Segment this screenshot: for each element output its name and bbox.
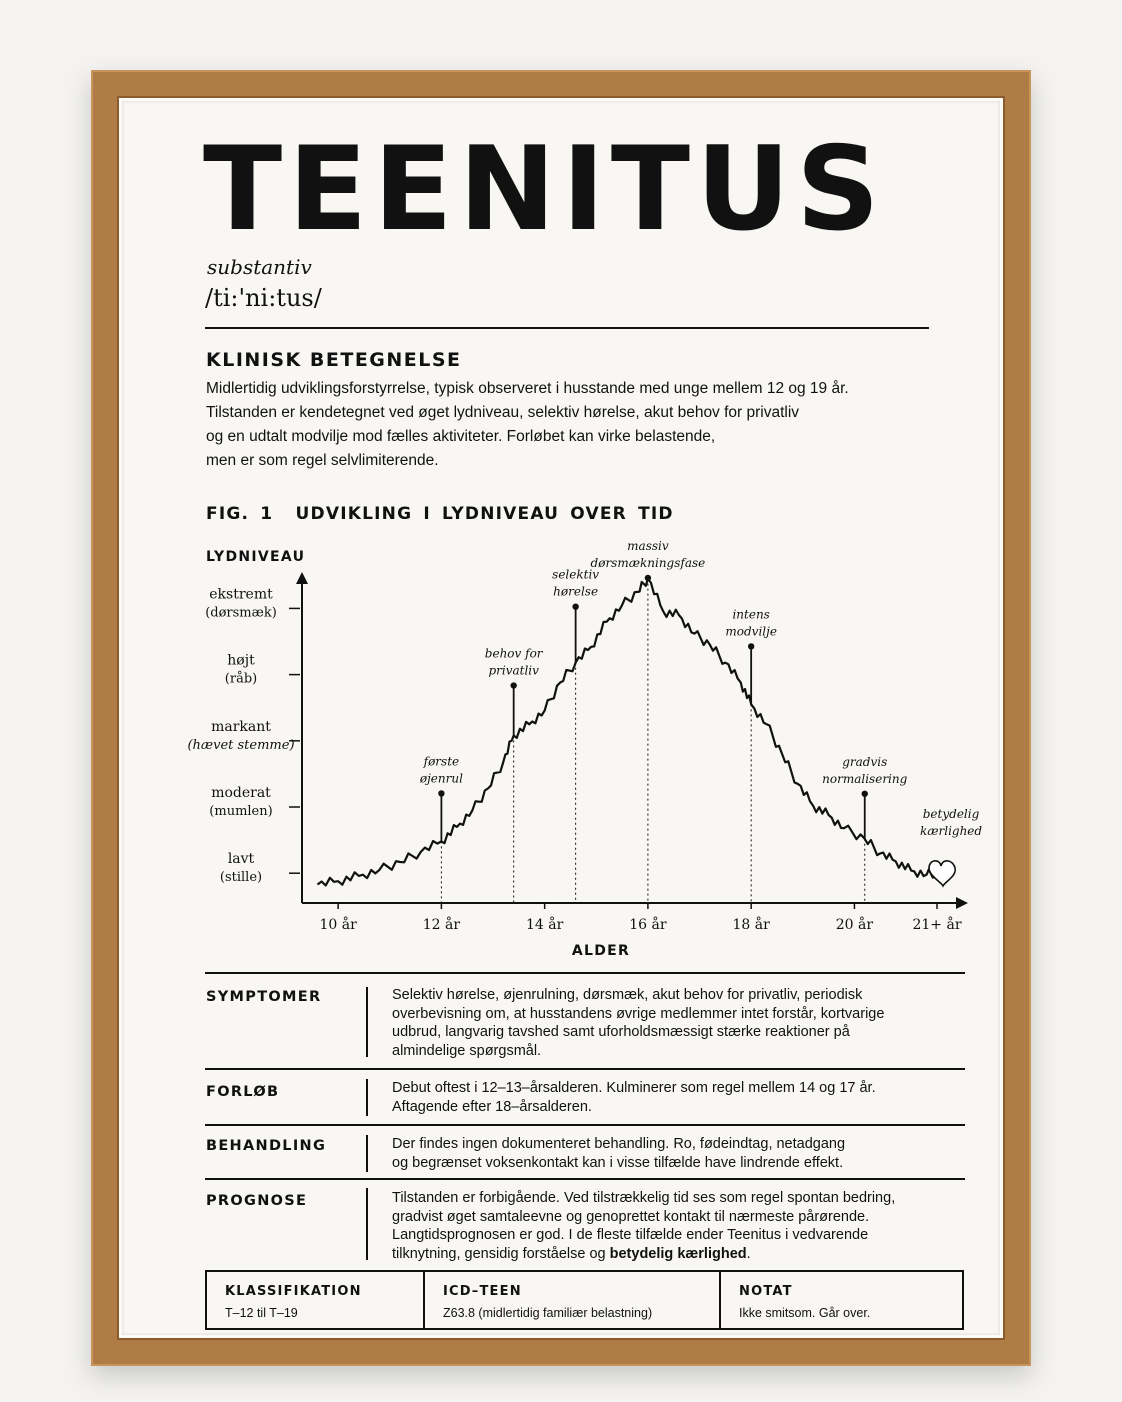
annotation-dot <box>572 603 578 609</box>
text-line: og begrænset voksenkontakt kan i visse tilfælde have lindrende effekt. <box>392 1154 844 1171</box>
text-line: overbevisning om, at husstandens øvrige medlemmer intet forstår, kortvarige <box>392 1005 885 1022</box>
symptoms-text <box>392 986 964 1060</box>
emphasis-love: betydelig kærlighed <box>609 1245 747 1262</box>
y-tick-label: lavt <box>227 851 255 868</box>
part-of-speech: substantiv <box>207 255 312 279</box>
annotation-label: øjenrul <box>419 771 463 786</box>
x-tick-label: 21+ år <box>912 917 962 933</box>
annotation-label: kærlighed <box>919 824 983 838</box>
x-tick-label: 16 år <box>629 917 667 933</box>
classification-box <box>205 1270 964 1330</box>
annotation-dot <box>438 790 444 796</box>
x-tick-label: 10 år <box>319 917 357 933</box>
text-line: Langtidsprognosen er god. I de fleste tilfælde ender Teenitus i vedvarende <box>392 1227 869 1243</box>
annotation-label: dørsmækningsfase <box>590 556 706 570</box>
annotation-label: modvilje <box>725 624 777 639</box>
text-line <box>392 1245 964 1264</box>
classification-value: T–12 til T–19 <box>225 1306 298 1320</box>
annotation-label: massiv <box>627 539 669 553</box>
text-line: Selektiv hørelse, øjenrulning, dørsmæk, akut behov for privatliv, periodisk <box>392 987 863 1003</box>
annotation-label: betydelig <box>922 807 980 821</box>
y-tick-sublabel: (hævet stemme) <box>187 737 295 753</box>
annotation-label: intens <box>732 607 770 622</box>
x-tick-label: 18 år <box>732 917 770 933</box>
annotation-label: behov for <box>484 646 543 661</box>
note-heading: NOTAT <box>739 1284 793 1299</box>
annotation-label: privatliv <box>488 663 539 678</box>
column-divider <box>366 987 368 1057</box>
note-value: Ikke smitsom. Går over. <box>739 1306 871 1320</box>
x-axis-title: ALDER <box>571 943 631 959</box>
definition-line: Midlertidig udviklingsforstyrrelse, typisk observeret i husstande med unge mellem 12 og 19 år. <box>206 380 849 397</box>
text-line: almindelige spørgsmål. <box>392 1042 542 1059</box>
table-rule <box>205 1124 965 1126</box>
course-heading: FORLØB <box>206 1084 280 1100</box>
text-line: Aftagende efter 18–årsalderen. <box>392 1098 592 1115</box>
column-divider <box>366 1188 368 1260</box>
noise-level-line <box>318 579 938 886</box>
definition-line: Tilstanden er kendetegnet ved øget lydniveau, selektiv hørelse, akut behov for privatliv <box>206 404 800 421</box>
y-tick-sublabel: (dørsmæk) <box>205 605 277 621</box>
table-rule <box>205 1178 965 1180</box>
y-axis-title: LYDNIVEAU <box>206 549 306 565</box>
annotation-label: første <box>423 754 460 769</box>
x-tick-label: 12 år <box>422 917 461 933</box>
table-rule <box>205 972 965 974</box>
text-span: tilknytning, gensidig forståelse og <box>392 1245 610 1262</box>
y-tick-sublabel: (mumlen) <box>209 804 273 820</box>
y-axis-arrow <box>296 572 308 584</box>
classification-heading: KLASSIFIKATION <box>225 1284 362 1299</box>
note-cell <box>719 1272 962 1328</box>
text-line: Der findes ingen dokumenteret behandling. Ro, fødeindtag, netadgang <box>392 1136 846 1152</box>
annotation-label: normalisering <box>822 771 908 786</box>
annotation-dot <box>862 791 868 797</box>
table-rule <box>205 1068 965 1070</box>
heart-icon <box>929 861 955 886</box>
definition-line: og en udtalt modvilje mod fælles aktiviteter. Forløbet kan virke belastende, <box>206 428 716 445</box>
poster-title: TEENITUS <box>203 122 886 257</box>
y-tick-sublabel: (stille) <box>219 870 263 886</box>
phonetic-transcription: /ti:'ni:tus/ <box>205 284 322 312</box>
annotation-dot <box>645 575 651 581</box>
y-tick-label: ekstremt <box>209 586 273 603</box>
y-tick-sublabel: (råb) <box>224 671 258 687</box>
x-tick-label: 14 år <box>525 917 564 933</box>
classification-cell <box>207 1272 423 1328</box>
text-line: gradvist øget samtaleevne og genoprettet kontakt til nærmeste pårørende. <box>392 1208 870 1225</box>
icd-cell <box>423 1272 719 1328</box>
figure-title: FIG. 1 UDVIKLING I LYDNIVEAU OVER TID <box>206 504 674 524</box>
y-tick-label: moderat <box>211 785 271 802</box>
text-line: udbrud, langvarig tavshed samt uforholdsmæssigt stærke reaktioner på <box>392 1024 850 1040</box>
course-text <box>392 1079 964 1116</box>
y-tick-label: markant <box>211 718 271 735</box>
icd-value: Z63.8 (midlertidig familiær belastning) <box>443 1306 653 1320</box>
prognosis-text <box>392 1189 964 1263</box>
annotation-dot <box>748 643 754 649</box>
treatment-text <box>392 1135 964 1172</box>
definition-heading: KLINISK BETEGNELSE <box>206 349 462 371</box>
annotation-dot <box>510 682 516 688</box>
column-divider <box>366 1135 368 1172</box>
prognosis-heading: PROGNOSE <box>206 1193 308 1209</box>
annotation-label: gradvis <box>842 754 888 769</box>
y-tick-label: højt <box>227 652 255 669</box>
x-tick-label: 20 år <box>835 917 874 933</box>
annotation-label: hørelse <box>553 584 599 599</box>
treatment-heading: BEHANDLING <box>206 1138 327 1154</box>
text-span: . <box>746 1245 751 1262</box>
text-line: Tilstanden er forbigående. Ved tilstrækkelig tid ses som regel spontan bedring, <box>392 1190 896 1206</box>
definition-line: men er som regel selvlimiterende. <box>206 452 439 469</box>
icd-heading: ICD–TEEN <box>443 1284 522 1299</box>
x-axis-arrow <box>956 897 968 909</box>
symptoms-heading: SYMPTOMER <box>206 989 322 1005</box>
text-line: Debut oftest i 12–13–årsalderen. Kulminerer som regel mellem 14 og 17 år. <box>392 1080 876 1096</box>
annotation-label: selektiv <box>552 567 600 582</box>
column-divider <box>366 1079 368 1116</box>
